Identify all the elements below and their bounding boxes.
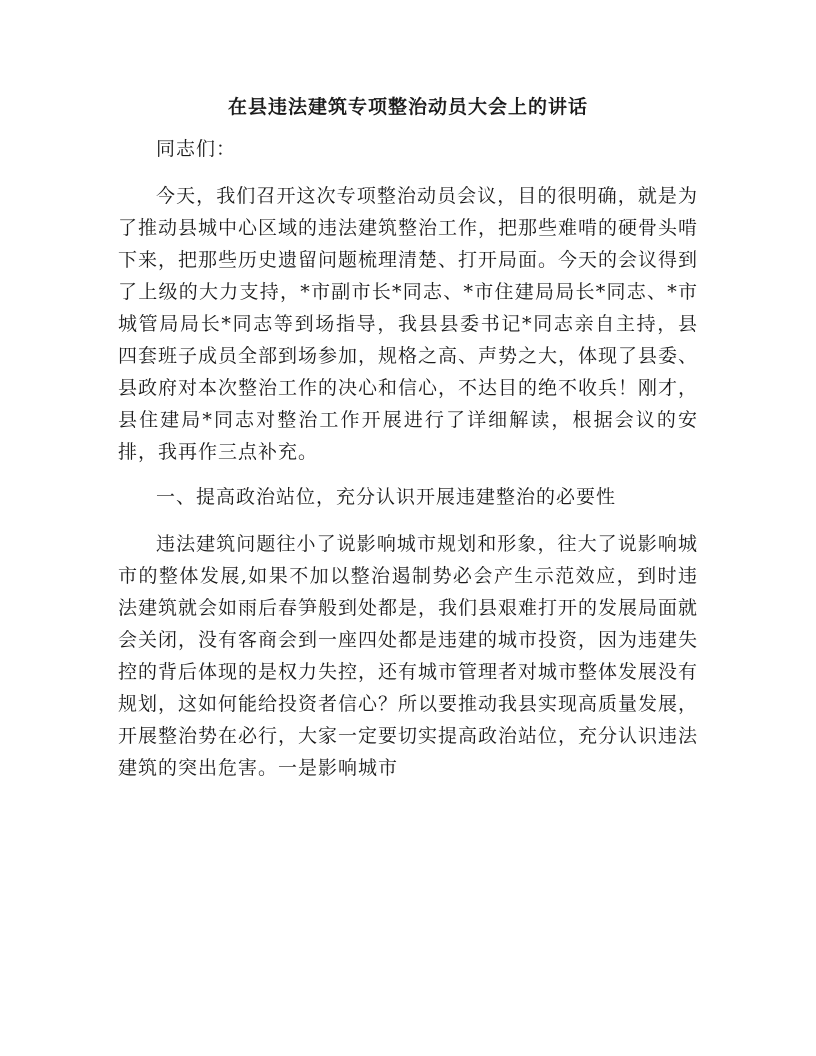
paragraph-section-1: 违法建筑问题往小了说影响城市规划和形象，往大了说影响城市的整体发展,如果不加以整治遏制势必会产生示范效应，到时违法建筑就会如雨后春笋般到处都是，我们县艰难打开的发展局面就会关闭，没有客商会到一座四处都是违建的城市投资，因为违建失控的背后体现的是权力失控，还有城市管理者对城市整体发展没有规划，这如何能给投资者信心？所以要推动我县实现高质量发展，开展整治势在必行，大家一定要切实提高政治站位，充分认识违法建筑的突出危害。一是影响城市 (118, 533, 699, 779)
salutation: 同志们： (156, 138, 237, 160)
document-title: 在县违法建筑专项整治动员大会上的讲话 (227, 96, 588, 118)
paragraph-opening: 今天，我们召开这次专项整治动员会议，目的很明确，就是为了推动县城中心区域的违法建筑整治工作，把那些难啃的硬骨头啃下来，把那些历史遗留问题梳理清楚、打开局面。今天的会议得到了上级的大力支持，*市副市长*同志、*市住建局局长*同志、*市城管局局长*同志等到场指导，我县县委书记*同志亲自主持，县四套班子成员全部到场参加，规格之高、声势之大，体现了县委、县政府对本次整治工作的决心和信心，不达目的绝不收兵！刚才，县住建局*同志对整治工作开展进行了详细解读，根据会议的安排，我再作三点补充。 (118, 185, 699, 463)
section-heading-1: 一、提高政治站位，充分认识开展违建整治的必要性 (156, 486, 617, 508)
